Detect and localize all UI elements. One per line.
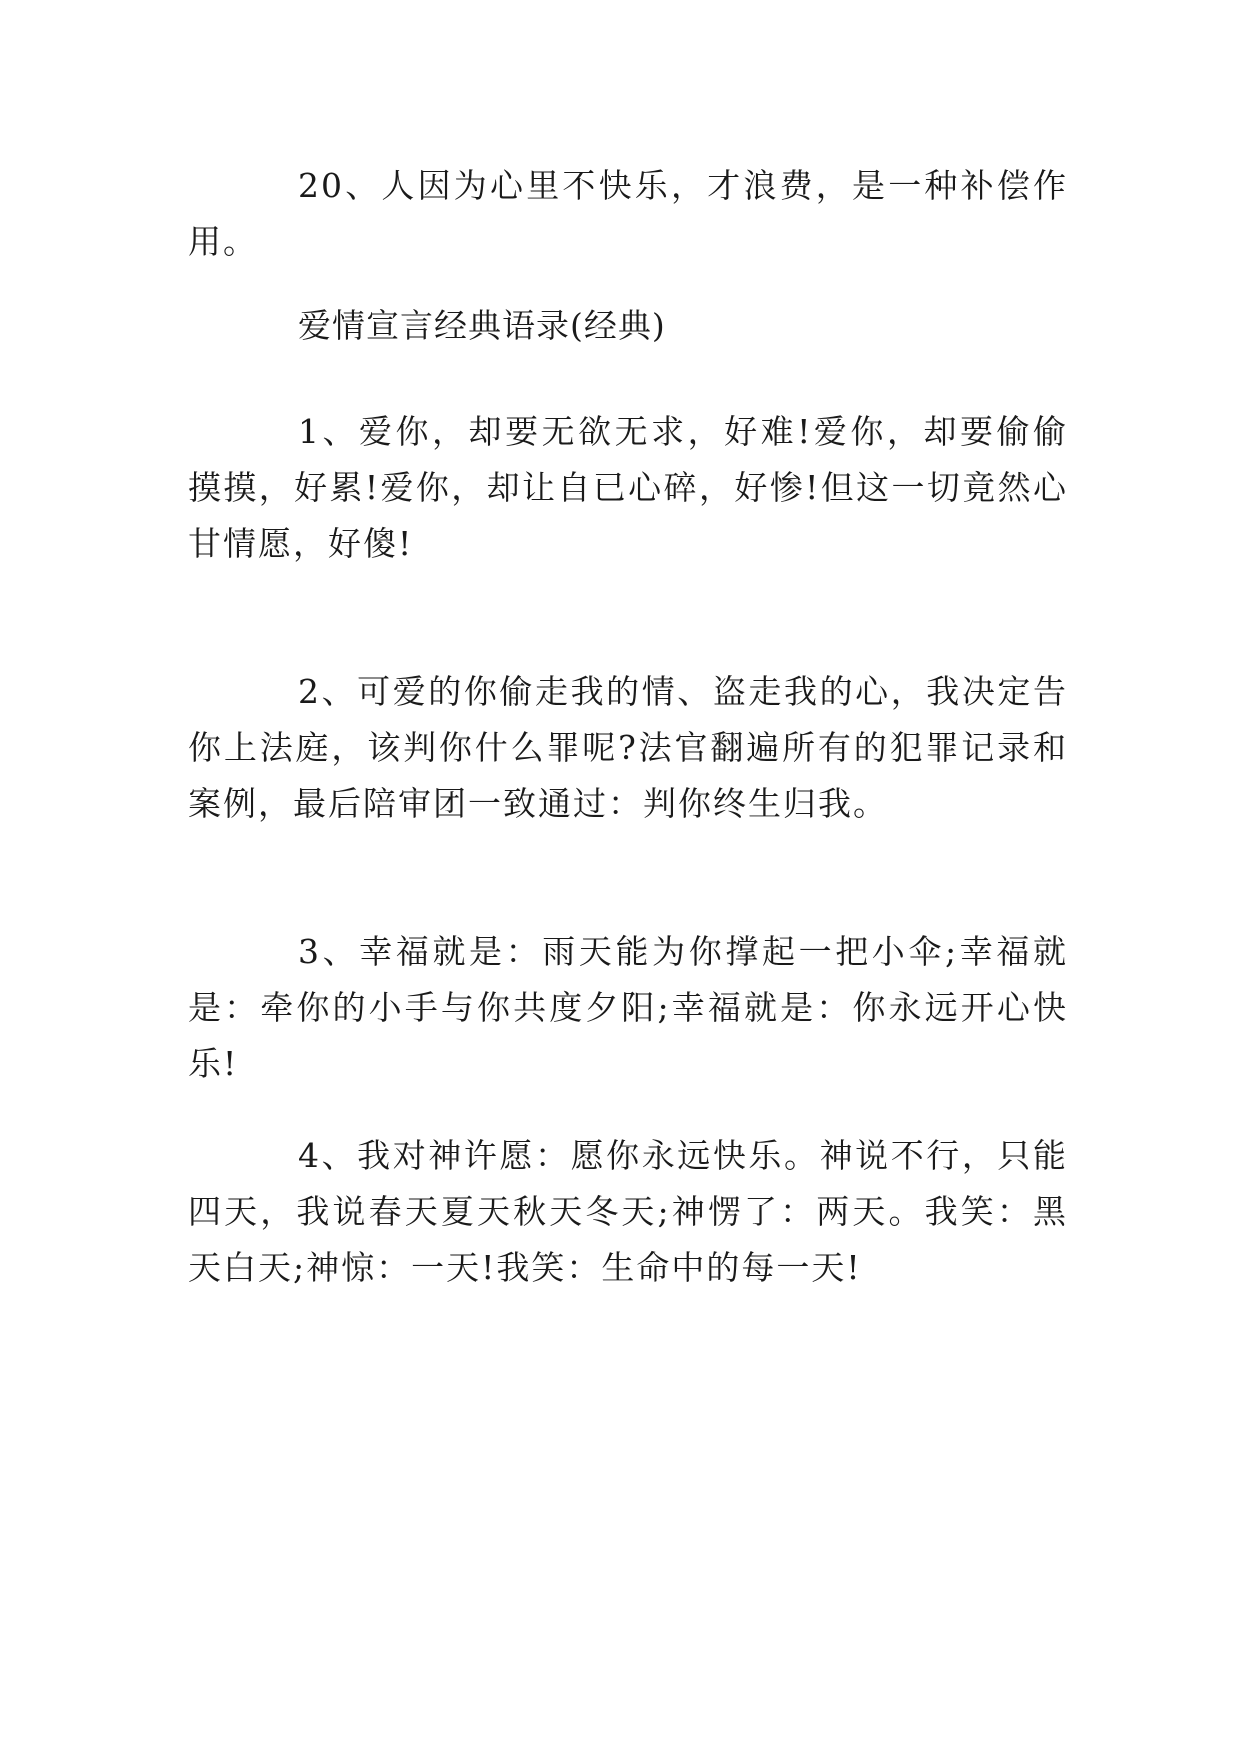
quote-item-4: 4、我对神许愿：愿你永远快乐。神说不行，只能四天，我说春天夏天秋天冬天;神愣了：两天。我笑：黑天白天;神惊：一天!我笑：生命中的每一天!: [188, 1136, 1068, 1287]
quote-item-3: 3、幸福就是：雨天能为你撑起一把小伞;幸福就是：牵你的小手与你共度夕阳;幸福就是：你永远开心快乐!: [188, 932, 1068, 1083]
quote-item-1: 1、爱你，却要无欲无求，好难!爱你，却要偷偷摸摸，好累!爱你，却让自已心碎，好惨!但这一切竟然心甘情愿，好傻!: [188, 412, 1068, 563]
section-title: 爱情宣言经典语录(经典): [298, 306, 666, 345]
quote-item-2: 2、可爱的你偷走我的情、盗走我的心，我决定告你上法庭，该判你什么罪呢?法官翻遍所有的犯罪记录和案例，最后陪审团一致通过：判你终生归我。: [188, 672, 1068, 823]
quote-line-20: 20、人因为心里不快乐，才浪费，是一种补偿作用。: [188, 166, 1068, 261]
